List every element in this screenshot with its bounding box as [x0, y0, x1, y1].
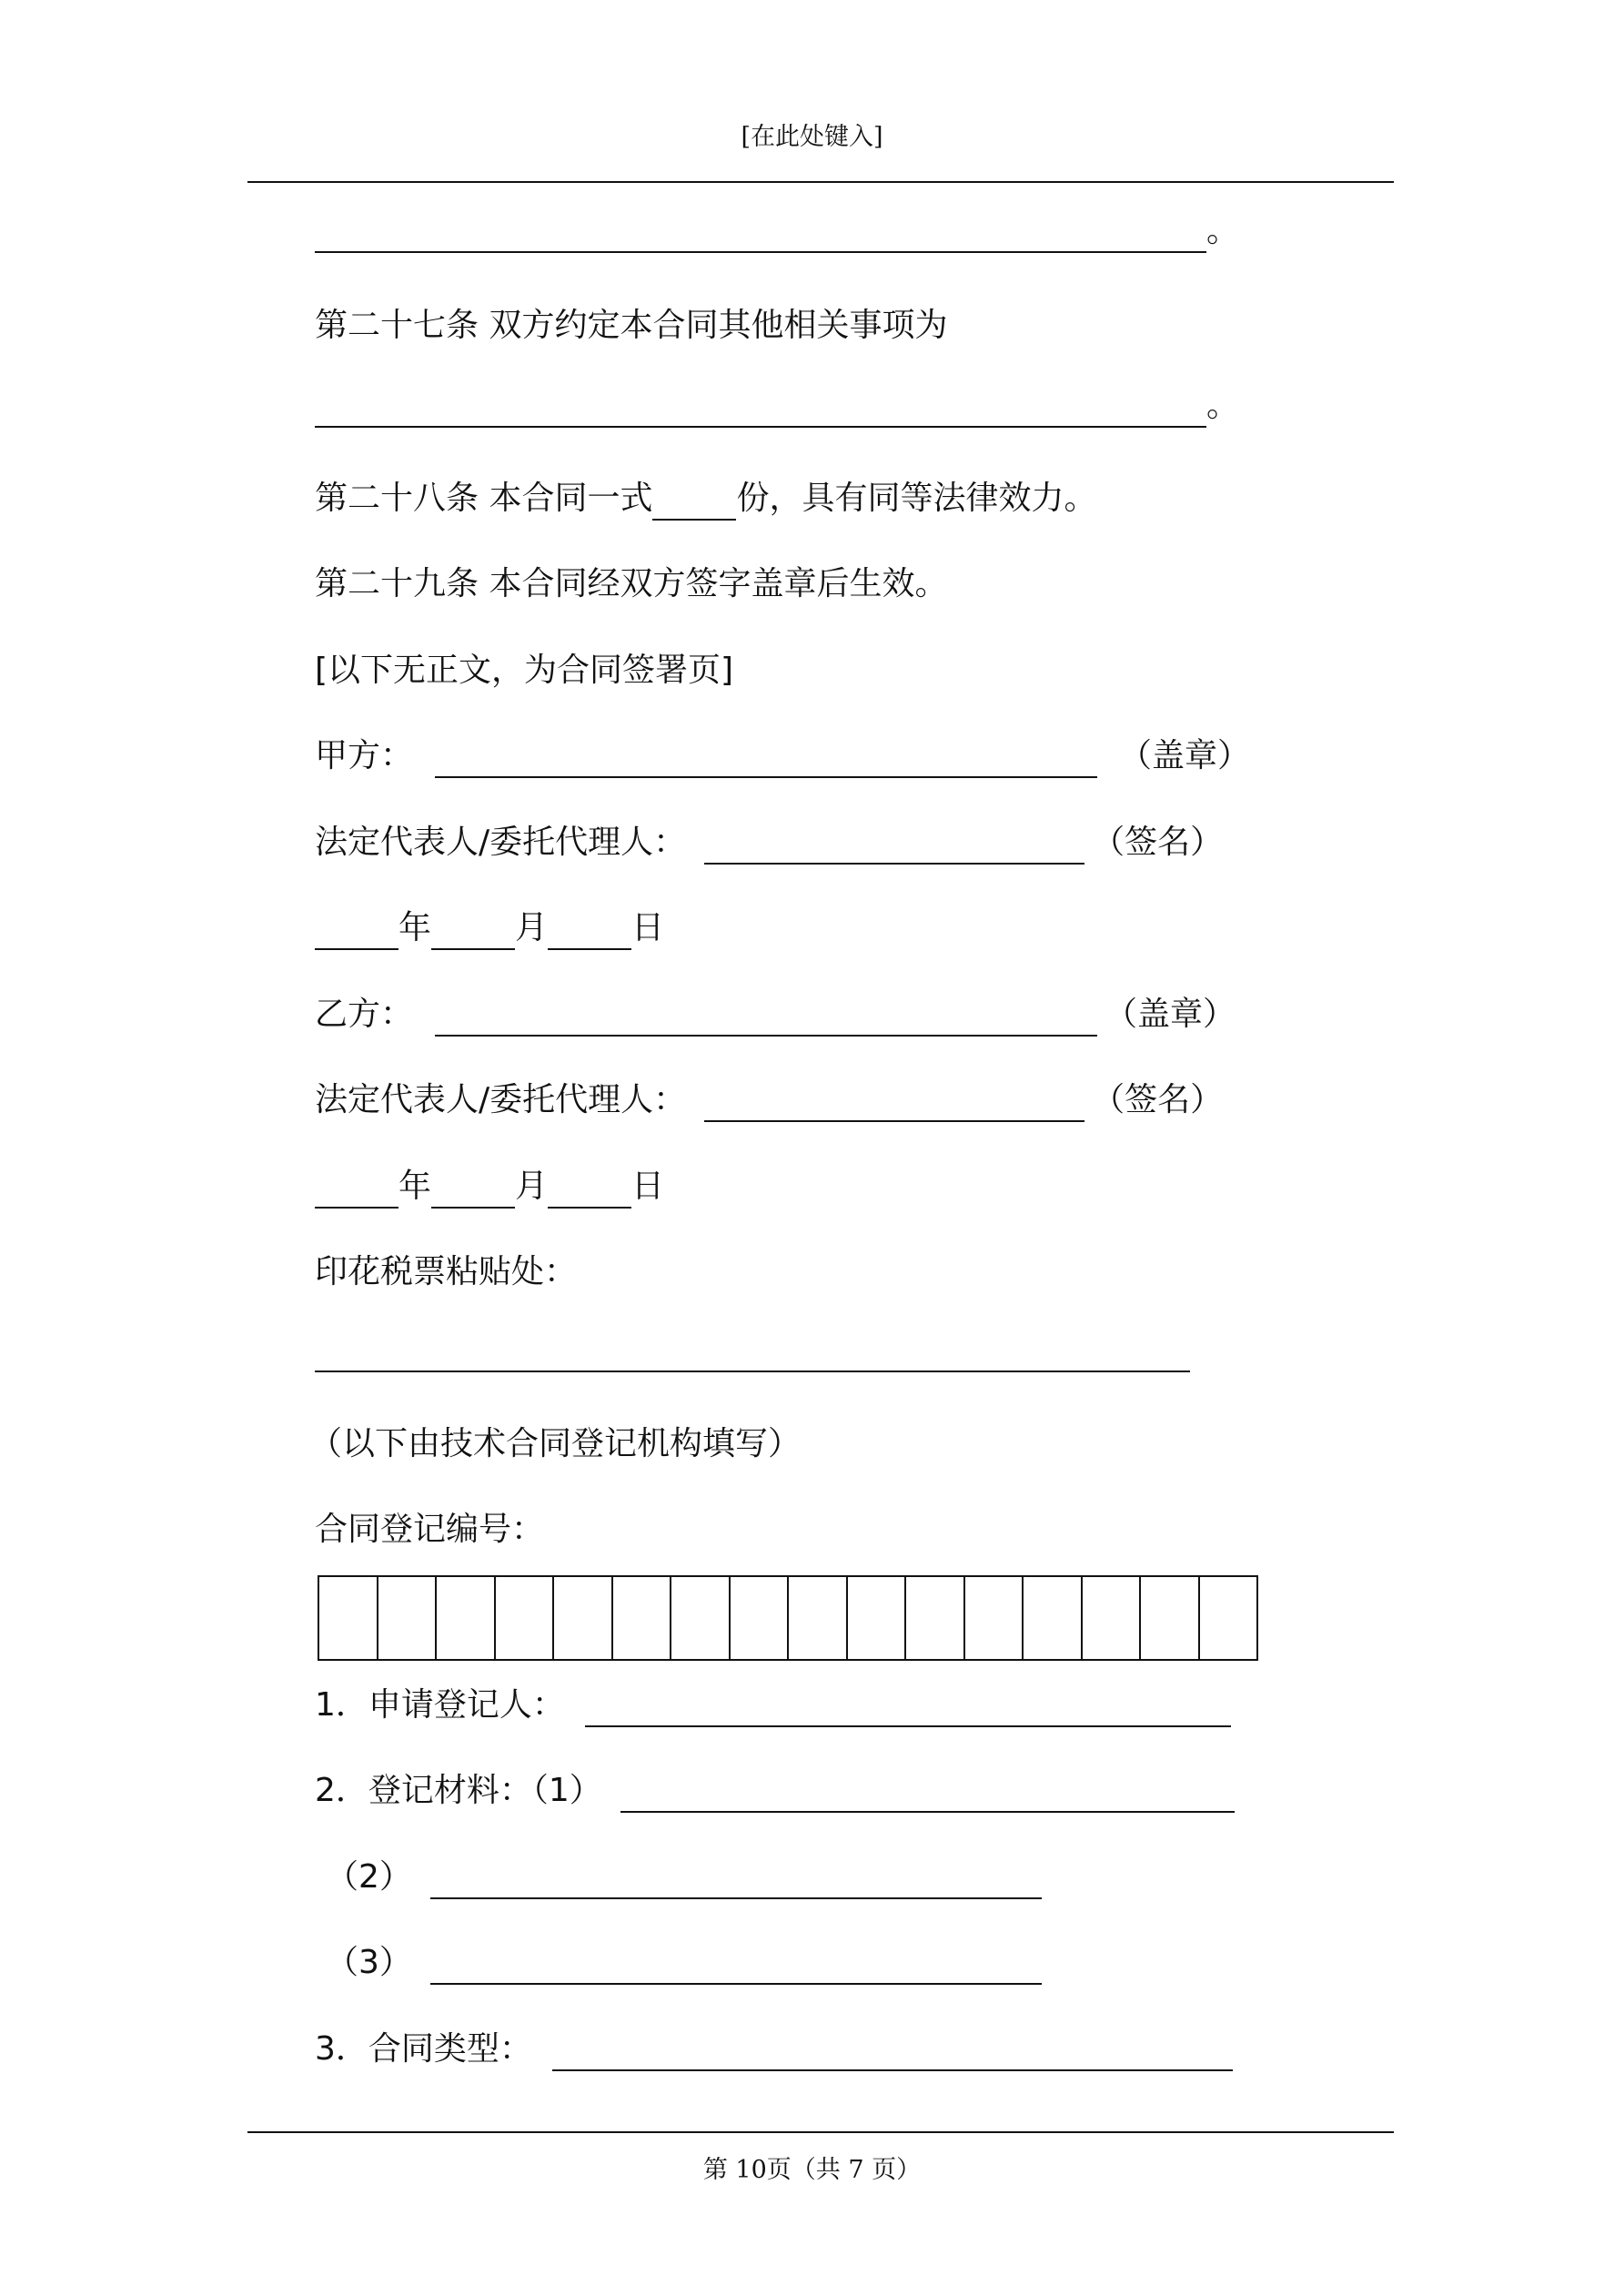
- article-28-pre: 第二十八条 本合同一式: [315, 480, 653, 517]
- material-3-blank[interactable]: [430, 1947, 1042, 1985]
- year-label: 年: [398, 909, 432, 946]
- party-a-label: 甲方：: [315, 737, 414, 774]
- footer-rule: [247, 2131, 1394, 2133]
- fill-blank[interactable]: [315, 215, 1206, 253]
- contract-type-label: 3．合同类型：: [315, 2030, 532, 2068]
- year-blank[interactable]: [315, 1170, 398, 1209]
- registry-note: （以下由技术合同登记机构填写）: [309, 1425, 802, 1462]
- party-b-label: 乙方：: [315, 996, 414, 1033]
- rep-a-row: [315, 821, 1223, 865]
- fill-blank[interactable]: [315, 389, 1206, 428]
- reg-digit-cell[interactable]: [1141, 1577, 1200, 1659]
- signature-label: （签名）: [1092, 824, 1224, 861]
- stamp-place: 印花税票粘贴处：: [315, 1253, 578, 1290]
- reg-digit-cell[interactable]: [319, 1577, 378, 1659]
- reg-digit-cell[interactable]: [789, 1577, 848, 1659]
- reg-digit-cell[interactable]: [848, 1577, 907, 1659]
- material-2-label: （2）: [326, 1858, 412, 1896]
- sign-note: [以下无正文，为合同签署页]: [315, 652, 734, 689]
- material-2-blank[interactable]: [430, 1861, 1042, 1899]
- blank-line-2: [315, 384, 1239, 428]
- day-blank[interactable]: [548, 912, 631, 950]
- reg-digit-cell[interactable]: [671, 1577, 731, 1659]
- party-b-row: [315, 993, 1236, 1037]
- year-blank[interactable]: [315, 912, 398, 950]
- material-3-row: [326, 1941, 1042, 1985]
- rep-label: 法定代表人/委托代理人：: [315, 1081, 687, 1118]
- reg-digit-cell[interactable]: [1200, 1577, 1257, 1659]
- reg-digit-cell[interactable]: [613, 1577, 672, 1659]
- day-label: 日: [631, 1168, 665, 1205]
- party-a-blank[interactable]: [435, 740, 1097, 778]
- reg-digit-cell[interactable]: [1024, 1577, 1083, 1659]
- materials-row: [315, 1769, 1235, 1813]
- page-header: [在此处键入]: [741, 123, 883, 151]
- contract-type-row: [315, 2028, 1233, 2071]
- reg-digit-cell[interactable]: [554, 1577, 613, 1659]
- copies-blank[interactable]: [652, 482, 736, 521]
- date-a-row: [315, 906, 664, 950]
- reg-digit-cell[interactable]: [731, 1577, 790, 1659]
- reg-digit-cell[interactable]: [378, 1577, 438, 1659]
- reg-no-label: 合同登记编号：: [315, 1511, 545, 1548]
- contract-type-blank[interactable]: [552, 2033, 1233, 2071]
- month-label: 月: [515, 1168, 549, 1205]
- registration-number-box: [318, 1575, 1258, 1661]
- reg-digit-cell[interactable]: [906, 1577, 965, 1659]
- reg-digit-cell[interactable]: [965, 1577, 1024, 1659]
- rep-b-row: [315, 1078, 1223, 1122]
- day-blank[interactable]: [548, 1170, 631, 1209]
- applicant-blank[interactable]: [585, 1689, 1231, 1727]
- applicant-row: [315, 1684, 1231, 1727]
- article-29: 第二十九条 本合同经双方签字盖章后生效。: [315, 565, 948, 602]
- blank-line-1: [315, 209, 1239, 253]
- header-rule: [247, 181, 1394, 183]
- article-27: 第二十七条 双方约定本合同其他相关事项为: [315, 307, 948, 344]
- month-blank[interactable]: [431, 1170, 515, 1209]
- reg-digit-cell[interactable]: [496, 1577, 555, 1659]
- article-28-post: 份，具有同等法律效力。: [736, 480, 1097, 517]
- material-1-blank[interactable]: [620, 1775, 1235, 1813]
- signature-label: （签名）: [1092, 1081, 1224, 1118]
- rep-a-blank[interactable]: [704, 826, 1084, 865]
- seal-label: （盖章）: [1119, 737, 1251, 774]
- year-label: 年: [398, 1168, 432, 1205]
- page-footer: 第 10页（共 7 页）: [702, 2156, 922, 2184]
- material-3-label: （3）: [326, 1944, 412, 1981]
- seal-label: （盖章）: [1105, 996, 1236, 1033]
- rep-label: 法定代表人/委托代理人：: [315, 824, 687, 861]
- date-b-row: [315, 1165, 664, 1209]
- day-label: 日: [631, 909, 665, 946]
- article-28: [315, 477, 1096, 521]
- month-label: 月: [515, 909, 549, 946]
- reg-digit-cell[interactable]: [437, 1577, 496, 1659]
- materials-label: 2．登记材料：（1）: [315, 1772, 602, 1809]
- month-blank[interactable]: [431, 912, 515, 950]
- end-mark: 。: [1206, 387, 1240, 424]
- applicant-label: 1．申请登记人：: [315, 1686, 565, 1724]
- rep-b-blank[interactable]: [704, 1084, 1084, 1122]
- stamp-blank-row: [315, 1334, 1190, 1372]
- reg-digit-cell[interactable]: [1083, 1577, 1142, 1659]
- end-mark: 。: [1206, 212, 1240, 249]
- stamp-blank[interactable]: [315, 1334, 1190, 1372]
- material-2-row: [326, 1856, 1042, 1899]
- party-b-blank[interactable]: [435, 998, 1097, 1037]
- party-a-row: [315, 734, 1250, 778]
